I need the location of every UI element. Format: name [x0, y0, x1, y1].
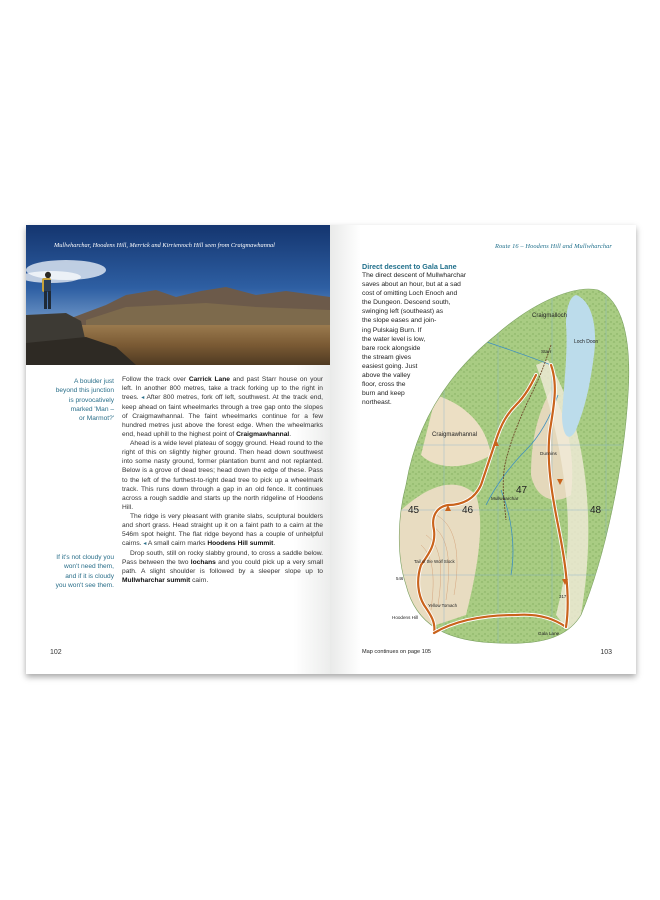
- sidebar-line: bare rock alongside: [362, 344, 421, 352]
- body-text-run: and past Starr house on your left. In another 800 metres, take a track forking up to the right in trees.: [122, 376, 323, 402]
- sidebar-line: northeast.: [362, 399, 392, 407]
- map-spot-height-546: 546: [396, 576, 404, 581]
- book-spread: [26, 225, 636, 674]
- left-page: [26, 225, 330, 674]
- place-name: lochans: [190, 558, 216, 566]
- map-label-loch-doon: Loch Doon: [574, 339, 599, 345]
- map-spot-height-317: 317: [559, 594, 567, 599]
- sidebar-line: ing Pulskaig Burn. If: [362, 326, 422, 334]
- map-continues-note: Map continues on page 105: [362, 649, 432, 655]
- sidebar-title: Direct descent to Gala Lane: [362, 262, 457, 271]
- map-grid-label-48: 48: [590, 505, 602, 516]
- page-number-left: 102: [50, 649, 62, 656]
- sidebar-line: burn and keep: [362, 390, 405, 398]
- body-paragraph: [122, 512, 323, 549]
- route-description: [122, 375, 323, 585]
- map-label-tail-of-the-wolf: Tail of the Wolf Slock: [414, 559, 455, 564]
- body-text-run: The ridge is very pleasant with granite slabs, sculptural boulders and short grass. Head straight up it on a faint path to a cairn at the 546m spot height. The flat ridge beyond has a couple of unhelpful cairns.: [122, 512, 323, 547]
- map-label-gala-lane: Gala Lane: [538, 631, 560, 636]
- sidebar-line: above the valley: [362, 372, 411, 380]
- right-page: [330, 225, 636, 674]
- place-name: Mullwharchar summit: [122, 577, 191, 585]
- sidebar-line: The direct descent of Mullwharchar: [362, 272, 467, 279]
- body-text-run: .: [273, 539, 276, 547]
- body-text-run: Follow the track over: [122, 376, 189, 383]
- sidebar-line: cost of omitting Loch Enoch and: [362, 290, 458, 298]
- place-name: Hoodens Hill summit: [207, 539, 274, 547]
- body-paragraph: [122, 439, 323, 511]
- sidebar-line: the water level is low,: [362, 335, 426, 343]
- body-text-run: Drop south, still on rocky slabby ground, to cross a saddle below. Pass between the two: [122, 549, 323, 566]
- map-label-yellow-tomach: Yellow Tomach: [428, 603, 458, 608]
- sidebar-line: easiest going. Just: [362, 362, 418, 370]
- sidebar-line: the Dungeon. Descend south,: [362, 299, 451, 307]
- map-label-starr: Starr: [541, 350, 552, 355]
- sidebar-line: floor, cross the: [362, 381, 406, 389]
- body-text-run: After 800 metres, fork off left, southwest. At the track end, keep ahead on faint wheelmarks through a tree gap onto the slopes of Craigmawhannal. The faint wheelmarks continue for a few hundred metres just above the forest edge. When the wheelmarks end, head uphill to the highest point of: [122, 394, 324, 439]
- sidebar-line: saves about an hour, but at a sad: [362, 281, 461, 289]
- body-text-run: Ahead is a wide level plateau of soggy ground. Head round to the right of this on slightly higher ground. Then head down southwest into some nasty ground, former plantation burnt and not replanted. Below is a grove of dead trees; head down the edge of these. Pass to the left of the furthest-to-right dead tree to pick up a wheelmark track. This runs down through a gap in an old fence. It continues across a rough saddle and starts up the north ridgeline of Hoodens Hill.: [122, 440, 323, 511]
- margin-note-boulder: A boulder just beyond this junction is provocatively marked 'Man – or Marmot?': [55, 378, 114, 423]
- map-label-hoodens-hill: Hoodens Hill: [392, 615, 419, 620]
- map-grid-label-47: 47: [516, 485, 528, 496]
- map-grid-label-46: 46: [462, 505, 474, 516]
- note-marker-icon: ◂: [141, 395, 145, 402]
- sidebar-line: the slope eases and join-: [362, 317, 437, 325]
- margin-note-cairns: If it's not cloudy you won't need them, and if it is cloudy you won't see them.: [55, 554, 114, 589]
- sidebar-text: [362, 271, 482, 407]
- body-paragraph: [122, 375, 323, 439]
- body-text-run: cairn.: [190, 577, 209, 585]
- body-text-run: .: [289, 431, 292, 439]
- body-paragraph: [122, 549, 323, 585]
- note-marker-icon: ◂: [143, 540, 147, 547]
- body-text-run: and you could pick up a very small path. A slight shoulder is followed by a sleeper slope up to: [122, 558, 323, 575]
- map-label-dunnins: Dunnins: [540, 451, 557, 456]
- page-number-right: 103: [600, 649, 612, 656]
- map-grid-label-45: 45: [408, 505, 420, 516]
- map-label-mullwharchar: Mullwharchar: [491, 496, 519, 501]
- place-name: Craigmawhannal: [236, 431, 290, 439]
- route-header: Route 16 – Hoodens Hill and Mullwharchar: [494, 243, 612, 250]
- sidebar-line: the stream gives: [362, 353, 412, 361]
- sidebar-line: swinging left (southeast) as: [362, 308, 444, 316]
- map-label-craigmalloch: Craigmalloch: [532, 313, 568, 319]
- place-name: Carrick Lane: [188, 376, 230, 383]
- map-label-craigmawhannal: Craigmawhannal: [432, 432, 478, 438]
- photo-caption: Mullwharchar, Hoodens Hill, Merrick and Kirriereoch Hill seen from Craigmawhannal: [54, 242, 275, 249]
- body-text-run: A small cairn marks: [146, 539, 208, 547]
